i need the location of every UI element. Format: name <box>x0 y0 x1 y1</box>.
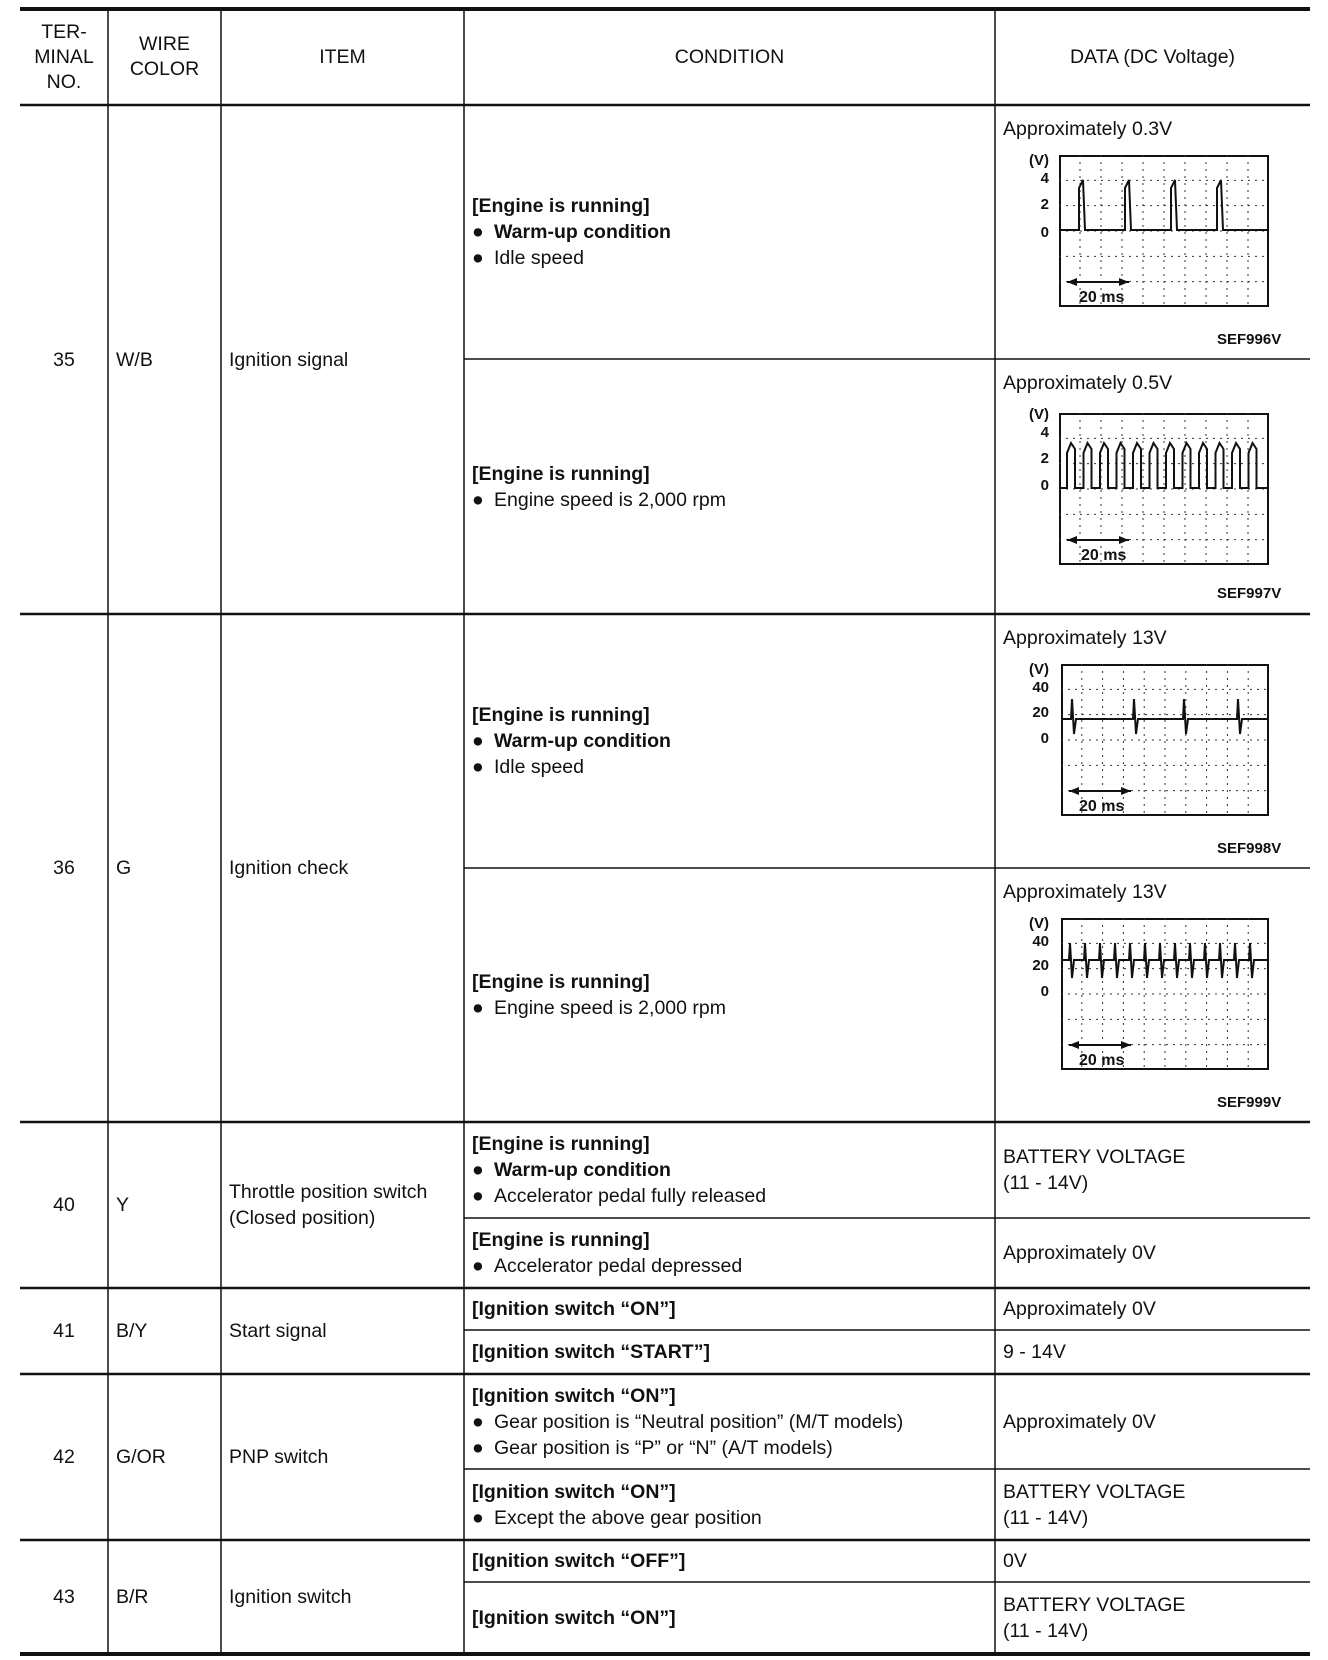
condition-title: [Engine is running] <box>472 462 650 485</box>
condition-title: [Ignition switch “ON”] <box>472 1607 676 1629</box>
y-tick: 2 <box>1040 196 1049 213</box>
waveform-sef999v <box>995 868 1310 1122</box>
terminal-number: 35 <box>53 348 75 371</box>
condition-cell <box>464 105 995 359</box>
condition-bullet: ● Engine speed is 2,000 rpm <box>472 997 726 1019</box>
data-cell <box>995 614 1310 868</box>
data-cell <box>995 868 1310 1122</box>
data-value: BATTERY VOLTAGE (11 - 14V) <box>1003 1146 1186 1194</box>
condition-title: [Engine is running] <box>472 1133 650 1155</box>
y-tick: 4 <box>1040 424 1049 441</box>
y-unit: (V) <box>1029 661 1049 678</box>
condition-bullet: ● Idle speed <box>472 756 584 778</box>
condition-cell <box>464 1122 995 1218</box>
y-tick: 0 <box>1040 477 1049 494</box>
data-cell <box>995 105 1310 359</box>
terminal-number: 41 <box>53 1320 75 1342</box>
condition-bullet: ● Warm-up condition <box>472 1159 671 1181</box>
data-cell <box>995 359 1310 614</box>
condition-title: [Ignition switch “START”] <box>472 1341 710 1363</box>
condition-bullet: ● Except the above gear position <box>472 1506 762 1529</box>
condition-cell <box>464 1218 995 1288</box>
y-tick: 4 <box>1040 170 1049 187</box>
condition-bullet: ● Warm-up condition <box>472 730 671 752</box>
condition-bullet: ● Accelerator pedal fully released <box>472 1185 767 1207</box>
y-unit: (V) <box>1029 152 1049 169</box>
y-tick: 40 <box>1032 679 1049 696</box>
wire-color: G <box>116 857 132 879</box>
time-scale: 20 ms <box>1079 289 1125 306</box>
data-value: BATTERY VOLTAGE (11 - 14V) <box>1003 1480 1186 1529</box>
terminal-number: 36 <box>53 857 75 879</box>
data-value: Approximately 0V <box>1003 1242 1156 1264</box>
condition-cell <box>464 614 995 868</box>
condition-title: [Engine is running] <box>472 195 650 217</box>
wire-color: B/Y <box>116 1320 148 1342</box>
wire-color: Y <box>116 1194 130 1216</box>
condition-title: [Ignition switch “ON”] <box>472 1480 676 1503</box>
header-condition: CONDITION <box>674 46 785 68</box>
header-item: ITEM <box>319 46 366 68</box>
item-name: Ignition check <box>229 857 349 879</box>
wire-color: W/B <box>116 348 153 371</box>
condition-bullet: ● Idle speed <box>472 247 584 269</box>
y-unit: (V) <box>1029 915 1049 932</box>
condition-title: [Ignition switch “OFF”] <box>472 1550 686 1572</box>
wire-color: G/OR <box>116 1446 166 1468</box>
data-value: BATTERY VOLTAGE (11 - 14V) <box>1003 1594 1186 1642</box>
data-value: Approximately 13V <box>1003 881 1167 903</box>
item-name: Ignition signal <box>229 348 349 371</box>
y-tick: 0 <box>1040 730 1049 747</box>
condition-bullet: ● Accelerator pedal depressed <box>472 1255 743 1277</box>
figure-code: SEF999V <box>1217 1094 1282 1111</box>
y-tick: 40 <box>1032 933 1049 950</box>
y-tick: 0 <box>1040 224 1049 241</box>
waveform-sef996v <box>995 105 1310 359</box>
waveform-sef998v <box>995 614 1310 868</box>
data-value: Approximately 0.3V <box>1003 118 1173 140</box>
terminal-number: 40 <box>53 1194 75 1216</box>
condition-title: [Engine is running] <box>472 971 650 993</box>
condition-bullet: ● Gear position is “Neutral position” (M/T models) <box>472 1410 904 1433</box>
item-name: Start signal <box>229 1320 327 1342</box>
condition-title: [Engine is running] <box>472 1229 650 1251</box>
terminal-number: 42 <box>53 1446 75 1468</box>
figure-code: SEF996V <box>1217 331 1282 348</box>
y-tick: 0 <box>1040 983 1049 1000</box>
item-name: Ignition switch <box>229 1586 352 1608</box>
y-tick: 20 <box>1032 957 1049 974</box>
condition-cell <box>464 359 995 614</box>
y-unit: (V) <box>1029 406 1049 423</box>
waveform-sef997v <box>995 359 1310 614</box>
data-value: Approximately 0.5V <box>1003 372 1173 394</box>
data-value: Approximately 0V <box>1003 1298 1156 1320</box>
condition-bullet: ● Gear position is “P” or “N” (A/T models) <box>472 1436 833 1459</box>
condition-title: [Ignition switch “ON”] <box>472 1298 676 1320</box>
data-value: Approximately 0V <box>1003 1410 1156 1433</box>
condition-title: [Ignition switch “ON”] <box>472 1384 676 1407</box>
wire-color: B/R <box>116 1586 149 1608</box>
condition-cell <box>464 1469 995 1540</box>
time-scale: 20 ms <box>1079 1052 1125 1069</box>
y-tick: 20 <box>1032 704 1049 721</box>
header-wire-color: WIRE COLOR <box>129 33 200 80</box>
condition-bullet: ● Warm-up condition <box>472 221 671 243</box>
figure-code: SEF997V <box>1217 585 1282 602</box>
figure-code: SEF998V <box>1217 840 1282 857</box>
data-value: Approximately 13V <box>1003 627 1167 649</box>
item-name: PNP switch <box>229 1446 329 1468</box>
terminal-number: 43 <box>53 1586 75 1608</box>
condition-cell <box>464 1374 995 1469</box>
condition-bullet: ● Engine speed is 2,000 rpm <box>472 488 726 511</box>
data-value: 0V <box>1003 1550 1027 1572</box>
data-value: 9 - 14V <box>1003 1341 1066 1363</box>
time-scale: 20 ms <box>1081 547 1127 564</box>
condition-cell <box>464 868 995 1122</box>
header-data: DATA (DC Voltage) <box>1069 46 1236 68</box>
time-scale: 20 ms <box>1079 798 1125 815</box>
item-name: Throttle position switch (Closed position) <box>229 1181 428 1229</box>
header-terminal: TER- MINAL NO. <box>34 20 94 93</box>
y-tick: 2 <box>1040 450 1049 467</box>
condition-title: [Engine is running] <box>472 704 650 726</box>
